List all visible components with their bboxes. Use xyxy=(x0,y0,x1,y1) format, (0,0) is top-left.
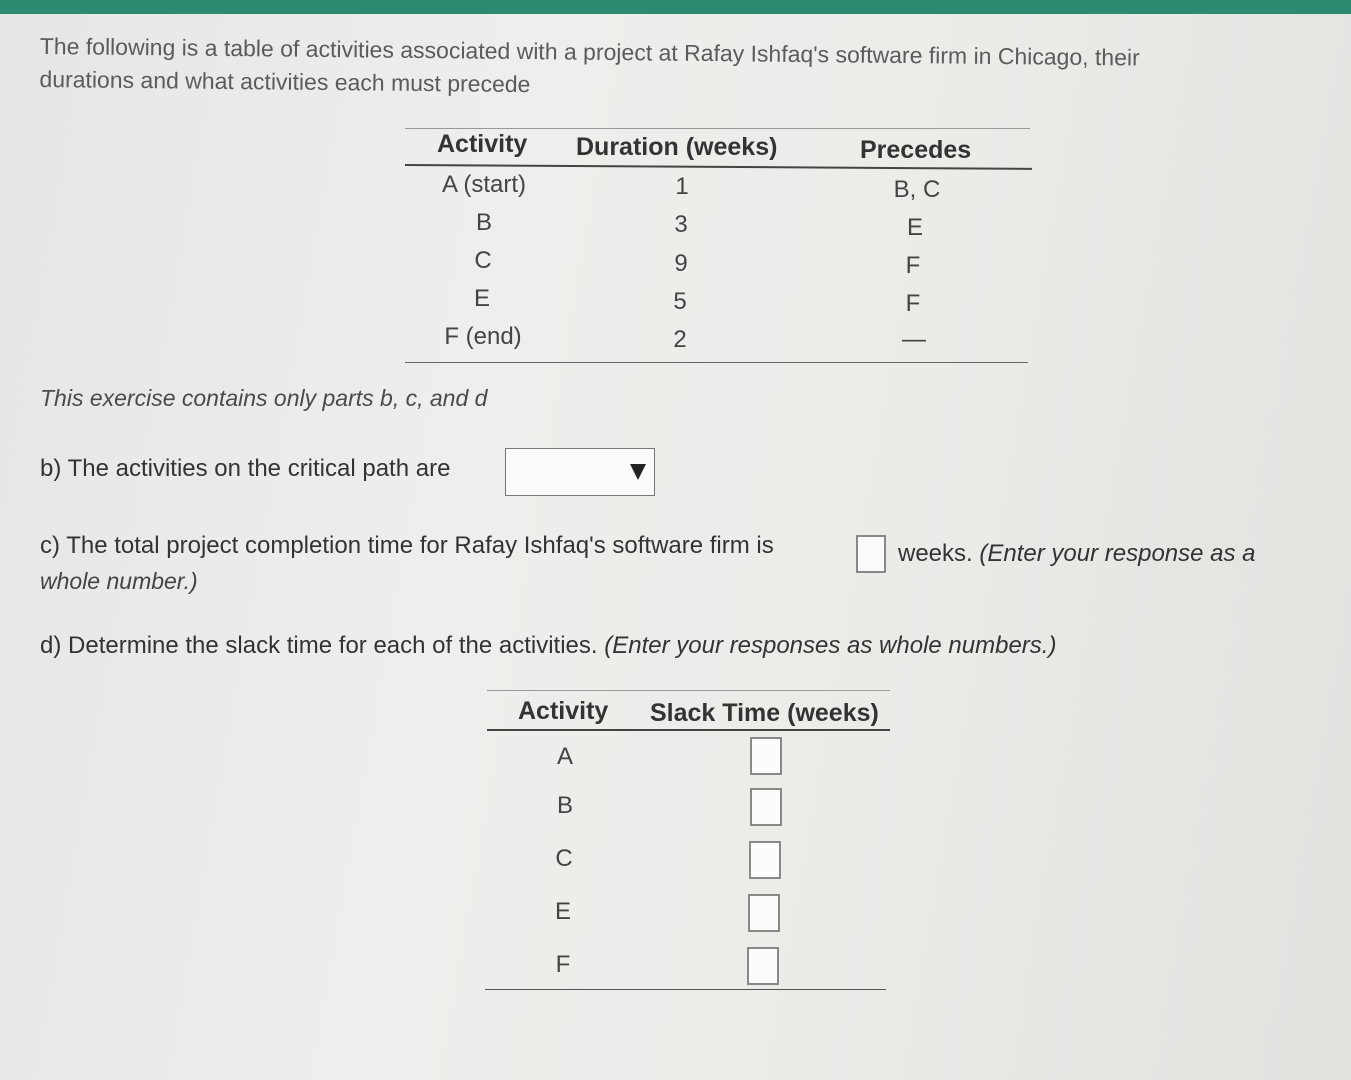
row-5-activity: F (end) xyxy=(444,323,522,350)
table-top-rule xyxy=(405,128,1030,129)
row-1-precedes: B, C xyxy=(893,176,941,203)
critical-path-dropdown[interactable] xyxy=(505,448,655,496)
slack-row-b-activity: B xyxy=(556,792,574,819)
table-bottom-rule xyxy=(405,362,1028,363)
slack-header-time: Slack Time (weeks) xyxy=(650,699,879,727)
row-4-duration: 5 xyxy=(673,288,687,315)
row-3-duration: 9 xyxy=(674,250,688,277)
slack-input-c[interactable] xyxy=(749,841,781,879)
row-3-activity: C xyxy=(474,247,492,274)
completion-time-input[interactable] xyxy=(856,535,886,573)
slack-input-b[interactable] xyxy=(750,788,782,826)
header-duration: Duration (weeks) xyxy=(576,133,778,161)
row-4-precedes: F xyxy=(905,290,921,317)
row-5-duration: 2 xyxy=(673,326,687,353)
row-2-duration: 3 xyxy=(674,211,688,238)
part-c-question: c) The total project completion time for Rafay Ishfaq's software firm is xyxy=(40,532,774,559)
slack-header-activity: Activity xyxy=(518,697,609,725)
row-1-activity: A (start) xyxy=(441,171,527,198)
row-4-activity: E xyxy=(473,285,491,312)
slack-top-rule xyxy=(487,690,890,691)
intro-line-1: The following is a table of activities associated with a project at Rafay Ishfaq's software firm in Chicago, their xyxy=(39,32,1140,71)
intro-text xyxy=(39,30,1140,108)
part-d-text: d) Determine the slack time for each of the activities. xyxy=(40,632,598,659)
slack-row-e-activity: E xyxy=(554,898,572,925)
part-c-instruction: (Enter your response as a xyxy=(979,540,1256,567)
part-c-suffix xyxy=(898,540,1256,568)
part-c-weeks: weeks. xyxy=(898,540,973,567)
row-1-duration: 1 xyxy=(675,173,689,200)
slack-row-f-activity: F xyxy=(555,951,571,978)
top-accent-bar xyxy=(0,0,1351,14)
row-5-precedes: — xyxy=(902,326,926,353)
intro-line-2: durations and what activities each must precede xyxy=(39,65,531,98)
slack-input-e[interactable] xyxy=(748,894,780,932)
header-activity: Activity xyxy=(437,130,528,158)
header-precedes: Precedes xyxy=(860,136,972,164)
slack-row-a-activity: A xyxy=(556,743,574,770)
slack-input-a[interactable] xyxy=(750,737,782,775)
part-c-instruction-line2: whole number.) xyxy=(40,568,198,594)
row-2-activity: B xyxy=(475,209,493,236)
slack-input-f[interactable] xyxy=(747,947,779,985)
exercise-note: This exercise contains only parts b, c, and d xyxy=(40,385,488,411)
slack-bottom-rule xyxy=(485,989,886,990)
part-b-question: b) The activities on the critical path are xyxy=(40,455,451,482)
slack-row-c-activity: C xyxy=(555,845,573,872)
row-3-precedes: F xyxy=(905,252,921,279)
row-2-precedes: E xyxy=(906,214,924,241)
slack-header-rule xyxy=(487,729,890,731)
dropdown-arrow-icon xyxy=(630,464,646,480)
part-d-instruction: (Enter your responses as whole numbers.) xyxy=(604,632,1057,659)
part-d-question xyxy=(40,632,1056,660)
